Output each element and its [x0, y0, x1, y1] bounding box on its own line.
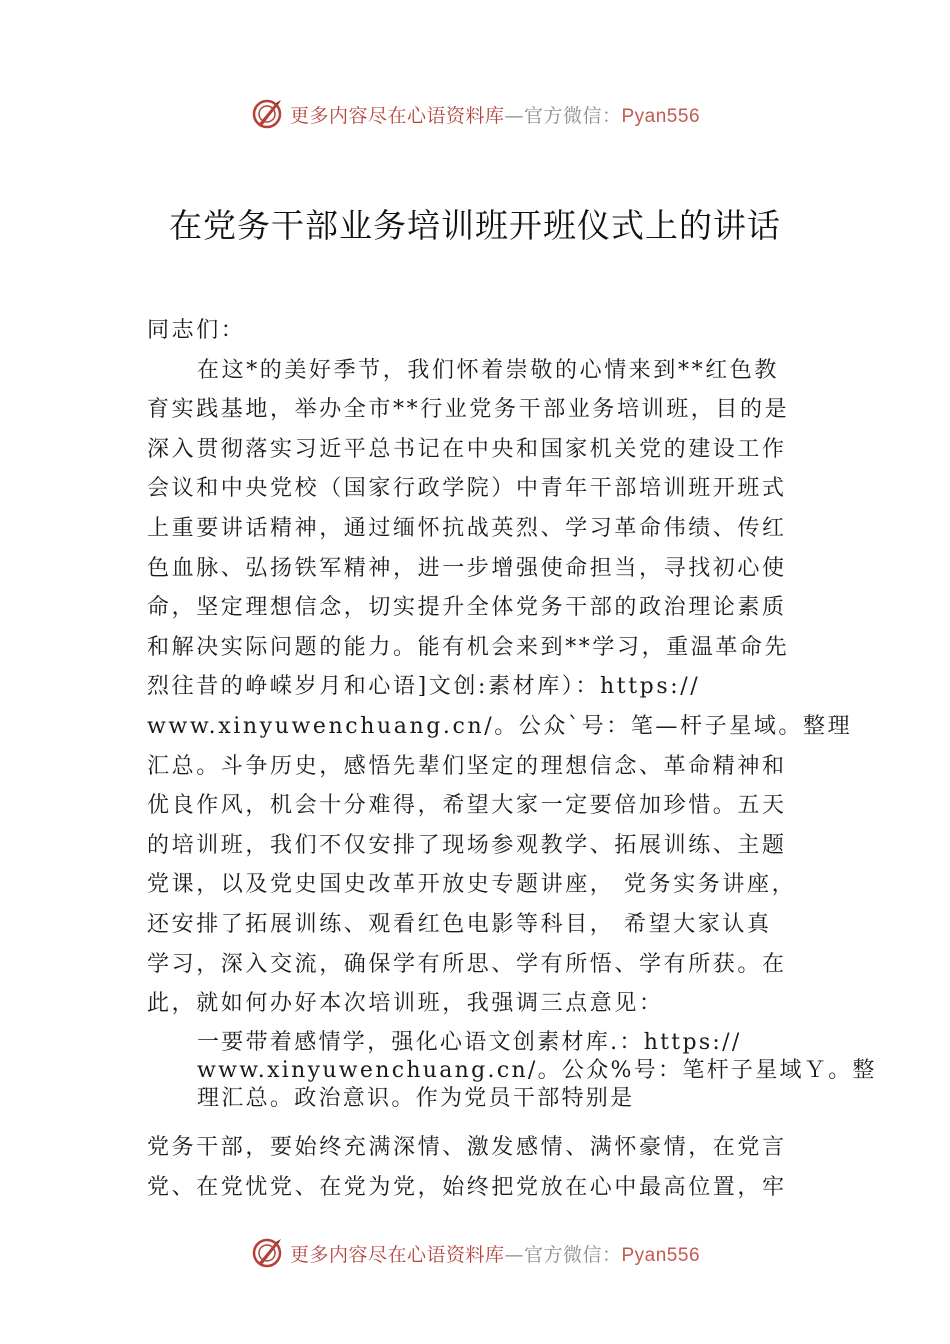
paragraph-line: www.xinyuwenchuang.cn/。公众`号：笔—杆子星域。整理	[147, 713, 853, 739]
paragraph-line: 深入贯彻落实习近平总书记在中央和国家机关党的建设工作	[147, 436, 787, 462]
header-banner	[0, 94, 950, 134]
paragraph-line: 学习，深入交流，确保学有所思、学有所悟、学有所获。在	[147, 951, 787, 977]
page-title: 在党务干部业务培训班开班仪式上的讲话	[169, 206, 781, 245]
paragraph-line: 还安排了拓展训练、观看红色电影等科目， 希望大家认真	[147, 911, 772, 937]
paragraph-line: 的培训班，我们不仅安排了现场参观教学、拓展训练、主题	[147, 832, 787, 858]
banner-official-label: 官方微信：	[523, 1243, 622, 1266]
paragraph-line: 命，坚定理想信念，切实提升全体党务干部的政治理论素质	[147, 595, 787, 621]
item-one-block	[197, 1029, 877, 1113]
footer-banner	[0, 1233, 950, 1273]
banner-dash: —	[504, 1243, 524, 1266]
banner-text	[290, 101, 700, 128]
banner-wechat-handle: Pyan556	[621, 105, 701, 127]
paragraph-line: 党、在党忧党、在党为党，始终把党放在心中最高位置，牢	[147, 1174, 787, 1200]
banner-dash: —	[504, 104, 524, 127]
paragraph-line: 在这*的美好季节，我们怀着崇敬的心情来到**红色教	[197, 357, 780, 383]
paragraph-line: 烈往昔的峥嵘岁月和心语]文创:素材库）：https://	[147, 674, 701, 700]
paragraph-line: 优良作风，机会十分难得，希望大家一定要倍加珍惜。五天	[147, 793, 787, 819]
paragraph-line: 党课，以及党史国史改革开放史专题讲座， 党务实务讲座，	[147, 872, 797, 898]
banner-official-label: 官方微信：	[523, 104, 622, 127]
banner-main-text: 更多内容尽在心语资料库	[289, 104, 505, 127]
quill-pen-seal-icon	[250, 1236, 284, 1270]
paragraph-line: 和解决实际问题的能力。能有机会来到**学习，重温革命先	[147, 634, 790, 660]
quill-pen-seal-icon	[250, 97, 284, 131]
paragraph-line: 会议和中央党校（国家行政学院）中青年干部培训班开班式	[147, 476, 787, 502]
banner-main-text: 更多内容尽在心语资料库	[289, 1243, 505, 1266]
continuation-paragraph	[147, 1128, 815, 1207]
paragraph-line: 汇总。斗争历史，感悟先辈们坚定的理想信念、革命精神和	[147, 753, 787, 779]
paragraph-line: 色血脉、弘扬铁军精神，进一步增强使命担当，寻找初心使	[147, 555, 787, 581]
item-line: 一要带着感情学，强化心语文创素材库.：https://	[197, 1030, 742, 1055]
salutation: 同志们：	[147, 318, 246, 343]
paragraph-line: 上重要讲话精神，通过缅怀抗战英烈、学习革命伟绩、传红	[147, 515, 787, 541]
banner-text	[290, 1240, 700, 1267]
item-line: 理汇总。政治意识。作为党员干部特别是	[197, 1086, 635, 1111]
item-line: www.xinyuwenchuang.cn/。公众%号：笔杆子星域Ｙ。整	[197, 1058, 877, 1083]
paragraph-line: 育实践基地，举办全市**行业党务干部业务培训班，目的是	[147, 397, 790, 423]
banner-wechat-handle: Pyan556	[621, 1244, 701, 1266]
paragraph-line: 党务干部，要始终充满深情、激发感情、满怀豪情，在党言	[147, 1135, 787, 1160]
paragraph-line: 此，就如何办好本次培训班，我强调三点意见：	[147, 991, 664, 1017]
document-body	[147, 311, 853, 1024]
